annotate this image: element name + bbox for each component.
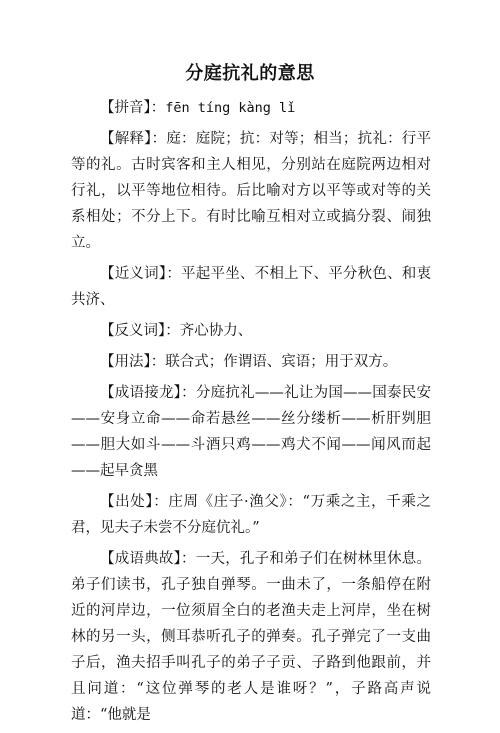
section-pinyin — [71, 95, 431, 121]
article-body — [71, 95, 431, 733]
section-text: 联合式；作谓语、宾语；用于双方。 — [165, 354, 398, 370]
section-story — [71, 546, 431, 728]
section-text: 庭：庭院；抗：对等；相当；抗礼：行平等的礼。古时宾客和主人相见，分别站在庭院两边相对行礼，以平等地位相待。后比喻对方以平等或对等的关系相处；不分上下。有时比喻互相对立或搞分裂、闹独立。 — [71, 131, 432, 251]
section-label: 【成语接龙】： — [100, 385, 196, 401]
section-synonyms — [71, 261, 431, 313]
section-text: 分庭抗礼——礼让为国——国泰民安——安身立命——命若悬丝——丝分缕析——析肝刿胆——胆大如斗——斗酒只鸡——鸡犬不闻——闻风而起——起早贪黑 — [71, 385, 432, 479]
section-label: 【近义词】： — [100, 266, 182, 282]
section-text: 齐心协力、 — [179, 323, 253, 339]
section-label: 【出处】： — [100, 494, 169, 510]
section-text: 一天，孔子和弟子们在树林里休息。弟子们读书，孔子独自弹琴。一曲未了，一条船停在附近的河岸边，一位须眉全白的老渔夫走上河岸，坐在树林的另一头，侧耳恭听孔子的弹奏。孔子弹完了一支曲子后，渔夫招手叫孔子的弟子子贡、子路到他跟前，并且问道：“这位弹琴的老人是谁呀？”，子路高声说道：“他就是 — [71, 551, 432, 723]
section-text: 平起平坐、不相上下、平分秋色、和衷共济、 — [71, 266, 431, 308]
section-explanation — [71, 126, 431, 256]
page-title: 分庭抗礼的意思 — [185, 63, 315, 84]
section-label: 【反义词】： — [100, 323, 180, 339]
section-idiom-chain — [71, 380, 431, 484]
section-text: fēn tíng kàng lǐ — [165, 100, 296, 116]
section-label: 【解释】： — [100, 131, 167, 147]
section-label: 【用法】： — [100, 354, 166, 370]
section-label: 【成语典故】： — [100, 551, 196, 567]
section-text: 庄周《庄子·渔父》：“万乘之主，千乘之君，见夫子未尝不分庭伉礼。” — [71, 494, 432, 536]
section-usage — [71, 349, 431, 375]
section-label: 【拼音】： — [100, 100, 166, 116]
section-antonyms — [71, 318, 431, 344]
section-source — [71, 489, 431, 541]
